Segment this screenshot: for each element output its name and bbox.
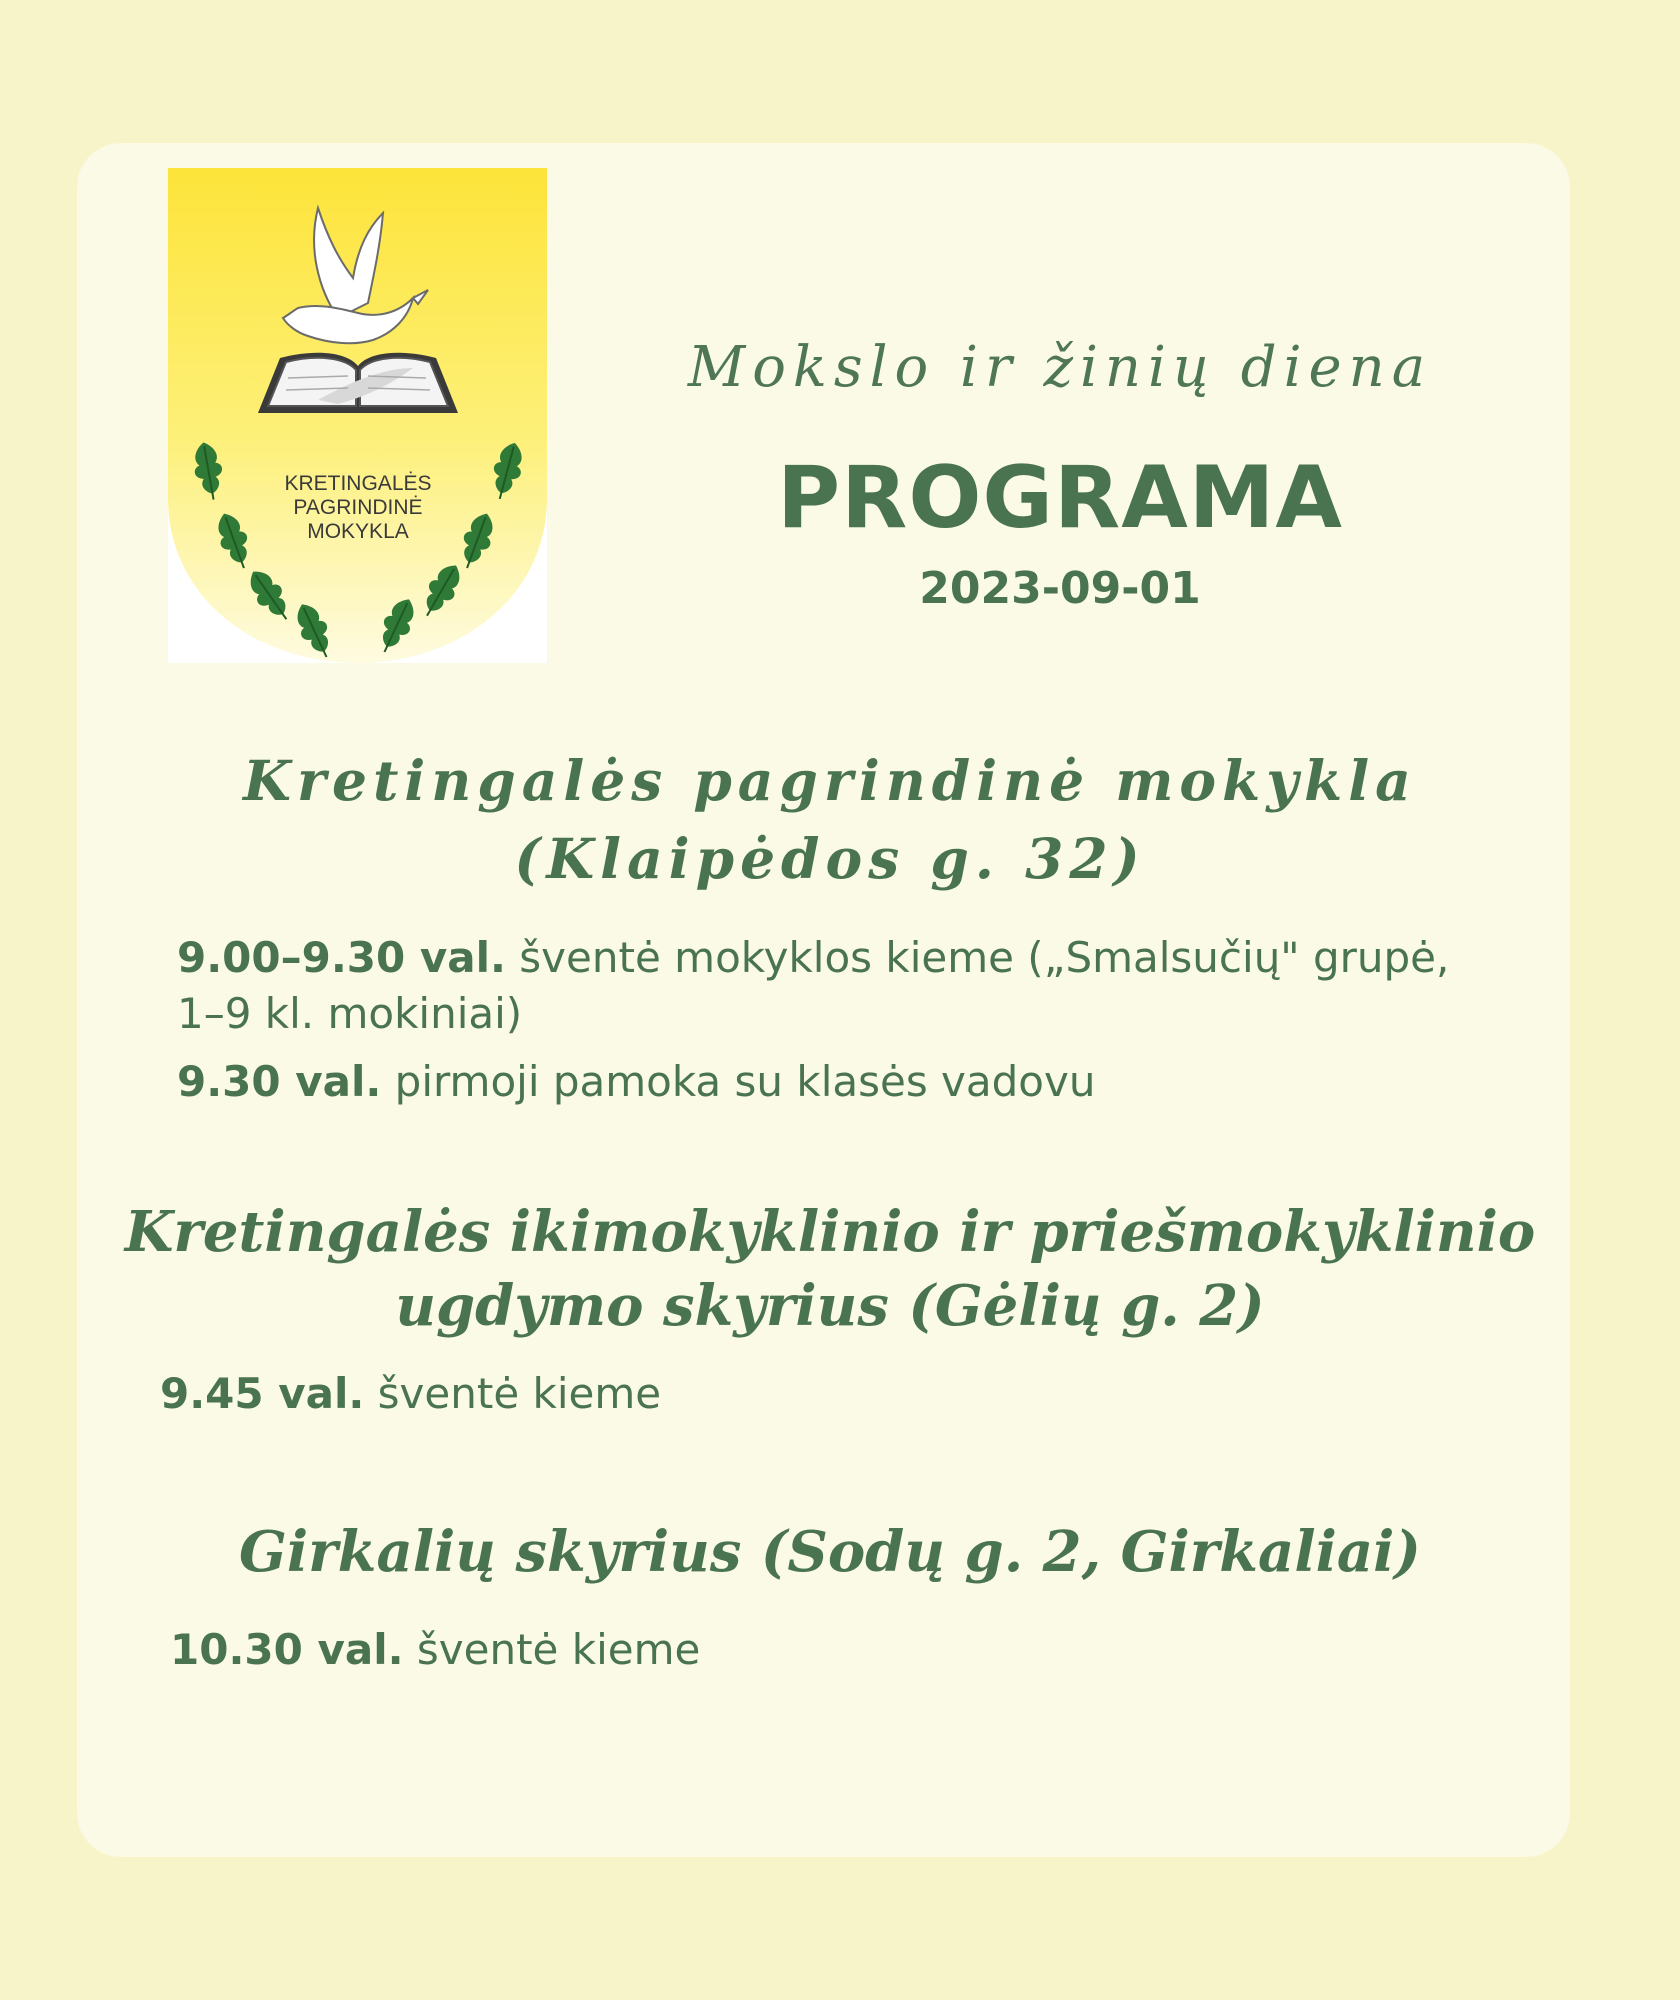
schedule-entry	[177, 930, 1457, 1042]
event-date: 2023-09-01	[919, 563, 1201, 614]
school-logo	[168, 168, 547, 663]
logo-text-line-2: PAGRINDINĖ	[293, 496, 423, 519]
section-title-line: Kretingalės ikimokyklinio ir priešmokyklinio	[124, 1199, 1536, 1265]
section-title-line: ugdymo skyrius (Gėlių g. 2)	[395, 1273, 1265, 1339]
school-crest-icon	[168, 168, 547, 663]
section-title-main-school	[100, 742, 1560, 898]
logo-text-line-3: MOKYKLA	[307, 520, 409, 543]
entry-time: 9.00–9.30 val.	[177, 933, 506, 982]
section-title-line: (Klaipėdos g. 32)	[514, 826, 1146, 891]
entry-time: 10.30 val.	[170, 1625, 404, 1674]
schedule-entry	[160, 1366, 1440, 1422]
logo-text-line-1: KRETINGALĖS	[284, 472, 432, 495]
entry-time: 9.45 val.	[160, 1369, 365, 1418]
section-title-girkaliai	[100, 1515, 1560, 1589]
schedule-entry	[177, 1054, 1457, 1110]
page-title: PROGRAMA	[777, 448, 1343, 548]
section-title-line: Kretingalės pagrindinė mokykla	[243, 748, 1417, 813]
entry-time: 9.30 val.	[177, 1057, 382, 1106]
entry-text: pirmoji pamoka su klasės vadovu	[381, 1057, 1096, 1106]
section-title-line: Girkalių skyrius (Sodų g. 2, Girkaliai)	[239, 1519, 1421, 1585]
event-subtitle: Mokslo ir žinių diena	[687, 335, 1433, 400]
entry-text: šventė mokyklos kieme („Smalsučių" grupė, 1–9 kl. mokiniai)	[177, 933, 1450, 1038]
entry-text: šventė kieme	[403, 1625, 701, 1674]
schedule-entry	[170, 1622, 1450, 1678]
entry-text: šventė kieme	[364, 1369, 662, 1418]
section-title-preschool	[100, 1195, 1560, 1343]
